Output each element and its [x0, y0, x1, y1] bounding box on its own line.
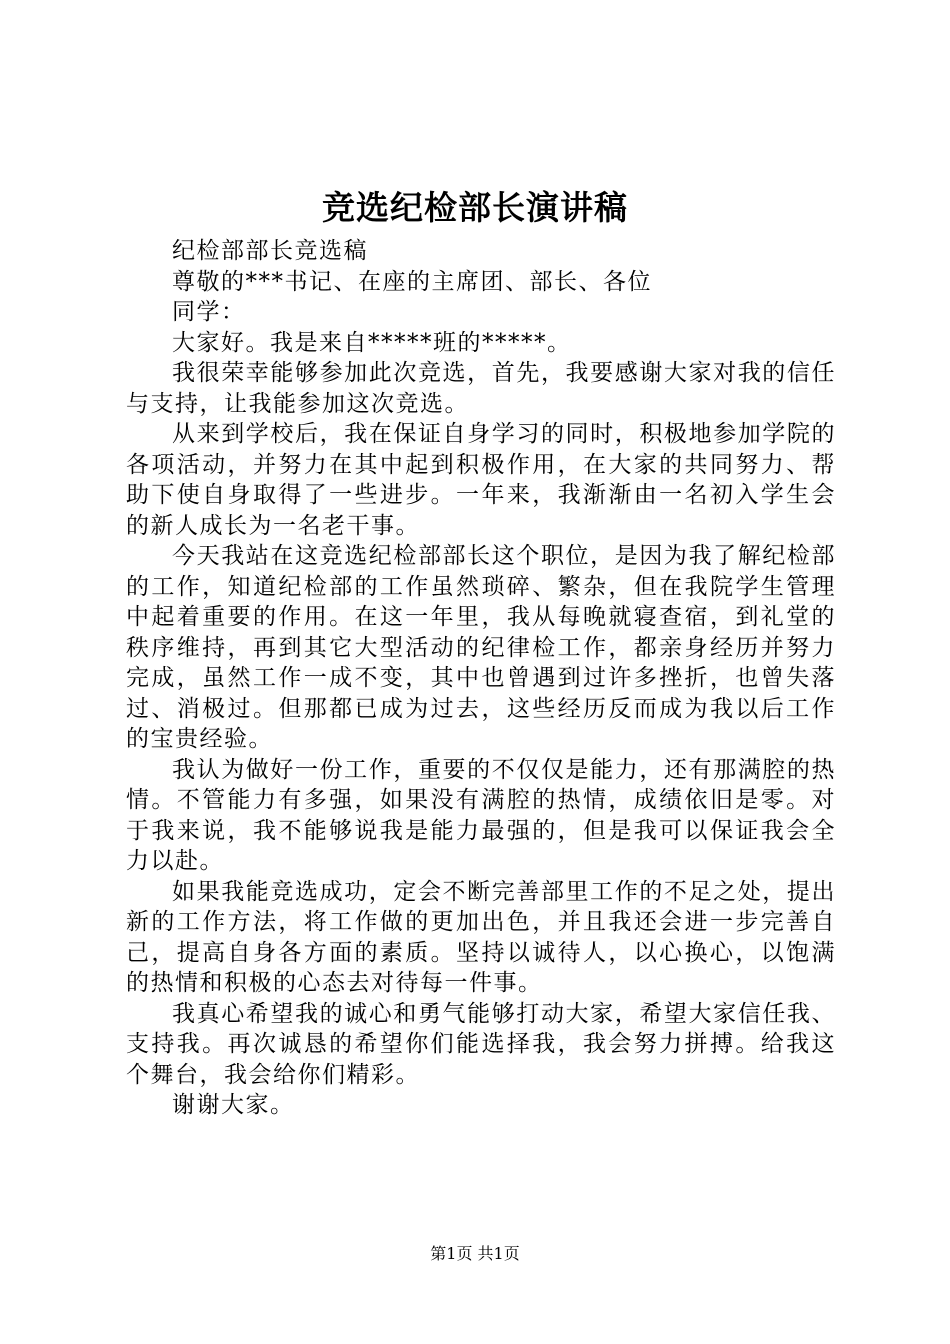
paragraph-2: 尊敬的***书记、在座的主席团、部长、各位: [172, 268, 652, 295]
document-title: 竞选纪检部长演讲稿: [322, 188, 628, 227]
paragraph-4: 大家好。我是来自*****班的*****。: [172, 329, 572, 356]
paragraph-8: 我认为做好一份工作，重要的不仅仅是能力，还有那满腔的热情。不管能力有多强，如果没有满腔的热情，成绩依旧是零。对于我来说，我不能够说我是能力最强的，但是我可以保证我会全力以赴。: [126, 756, 836, 874]
paragraph-10: 我真心希望我的诚心和勇气能够打动大家，希望大家信任我、支持我。再次诚恳的希望你们能选择我，我会努力拼搏。给我这个舞台，我会给你们精彩。: [126, 1000, 836, 1088]
paragraph-1: 纪检部部长竞选稿: [172, 238, 368, 264]
paragraph-5: 我很荣幸能够参加此次竞选，首先，我要感谢大家对我的信任与支持，让我能参加这次竞选。: [126, 360, 836, 417]
paragraph-3: 同学：: [172, 299, 246, 325]
document-body: [126, 236, 836, 1121]
page-number-footer: 第1页 共1页: [430, 1244, 520, 1263]
paragraph-11: 谢谢大家。: [172, 1092, 295, 1118]
paragraph-7: 今天我站在这竞选纪检部部长这个职位，是因为我了解纪检部的工作，知道纪检部的工作虽然琐碎、繁杂，但在我院学生管理中起着重要的作用。在这一年里，我从每晚就寝查宿，到礼堂的秩序维持，再到其它大型活动的纪律检工作，都亲身经历并努力完成，虽然工作一成不变，其中也曾遇到过许多挫折，也曾失落过、消极过。但那都已成为过去，这些经历反而成为我以后工作的宝贵经验。: [126, 543, 836, 752]
paragraph-6: 从来到学校后，我在保证自身学习的同时，积极地参加学院的各项活动，并努力在其中起到积极作用，在大家的共同努力、帮助下使自身取得了一些进步。一年来，我渐渐由一名初入学生会的新人成长为一名老干事。: [126, 421, 836, 539]
paragraph-9: 如果我能竞选成功，定会不断完善部里工作的不足之处，提出新的工作方法，将工作做的更加出色，并且我还会进一步完善自己，提高自身各方面的素质。坚持以诚待人，以心换心，以饱满的热情和积极的心态去对待每一件事。: [126, 878, 836, 996]
